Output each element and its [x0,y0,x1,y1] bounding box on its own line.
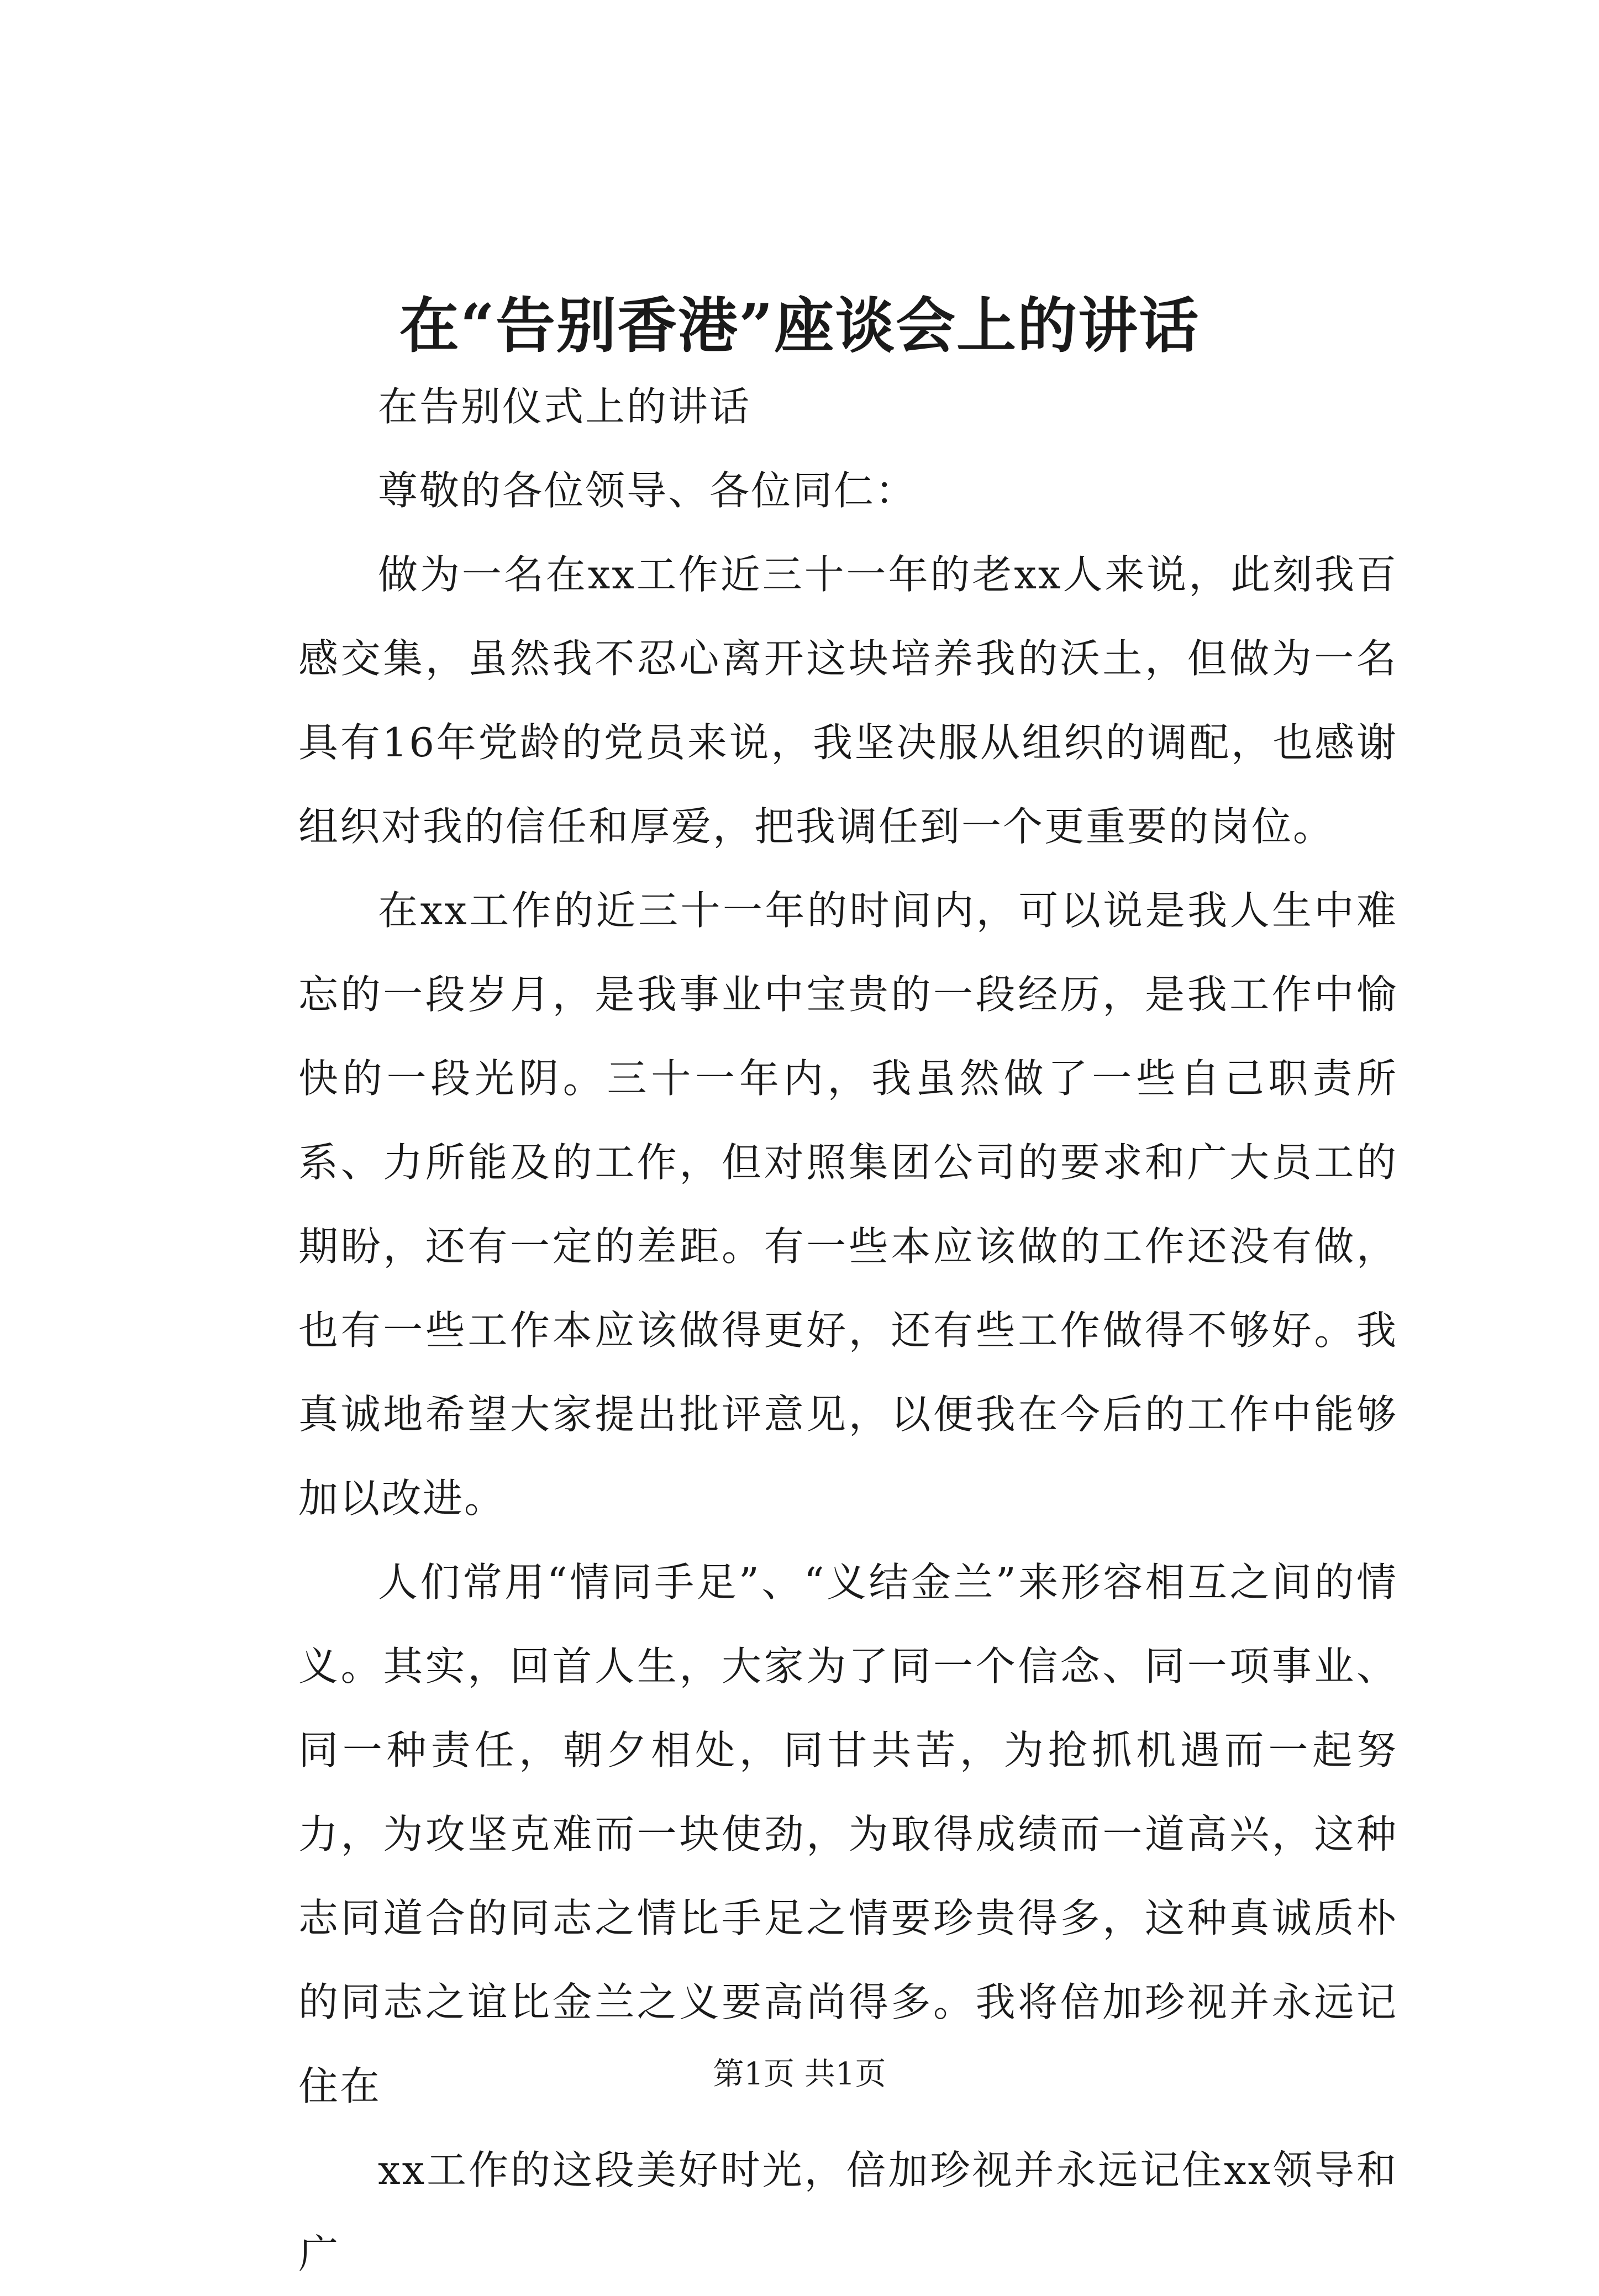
page-footer: 第1页 共1页 [713,2056,886,2092]
paragraph-4: xx工作的这段美好时光，倍加珍视并永远记住xx领导和广 [298,2147,1398,2277]
document-title: 在“告别香港”座谈会上的讲话 [399,291,1200,361]
paragraph-1: 做为一名在xx工作近三十一年的老xx人来说，此刻我百感交集，虽然我不忍心离开这块培养我的沃土，但做为一名具有16年党龄的党员来说，我坚决服从组织的调配，也感谢组织对我的信任和厚爱，把我调任到一个更重要的岗位。 [298,551,1398,850]
paragraph-2: 在xx工作的近三十一年的时间内，可以说是我人生中难忘的一段岁月，是我事业中宝贵的一段经历，是我工作中愉快的一段光阴。三十一年内，我虽然做了一些自己职责所系、力所能及的工作，但对照集团公司的要求和广大员工的期盼，还有一定的差距。有一些本应该做的工作还没有做，也有一些工作本应该做得更好，还有些工作做得不够好。我真诚地希望大家提出批评意见，以便我在今后的工作中能够加以改进。 [298,887,1398,1521]
paragraph-3: 人们常用“情同手足”、“义结金兰”来形容相互之间的情义。其实，回首人生，大家为了同一个信念、同一项事业、同一种责任，朝夕相处，同甘共苦，为抢抓机遇而一起努力，为攻坚克难而一块使劲，为取得成绩而一道高兴，这种志同道合的同志之情比手足之情要珍贵得多，这种真诚质朴的同志之谊比金兰之义要高尚得多。我将倍加珍视并永远记住在 [298,1559,1398,2109]
paragraph-salutation: 尊敬的各位领导、各位同仁： [378,467,917,514]
paragraph-subtitle: 在告别仪式上的讲话 [378,383,751,430]
document-body [298,365,1398,2296]
